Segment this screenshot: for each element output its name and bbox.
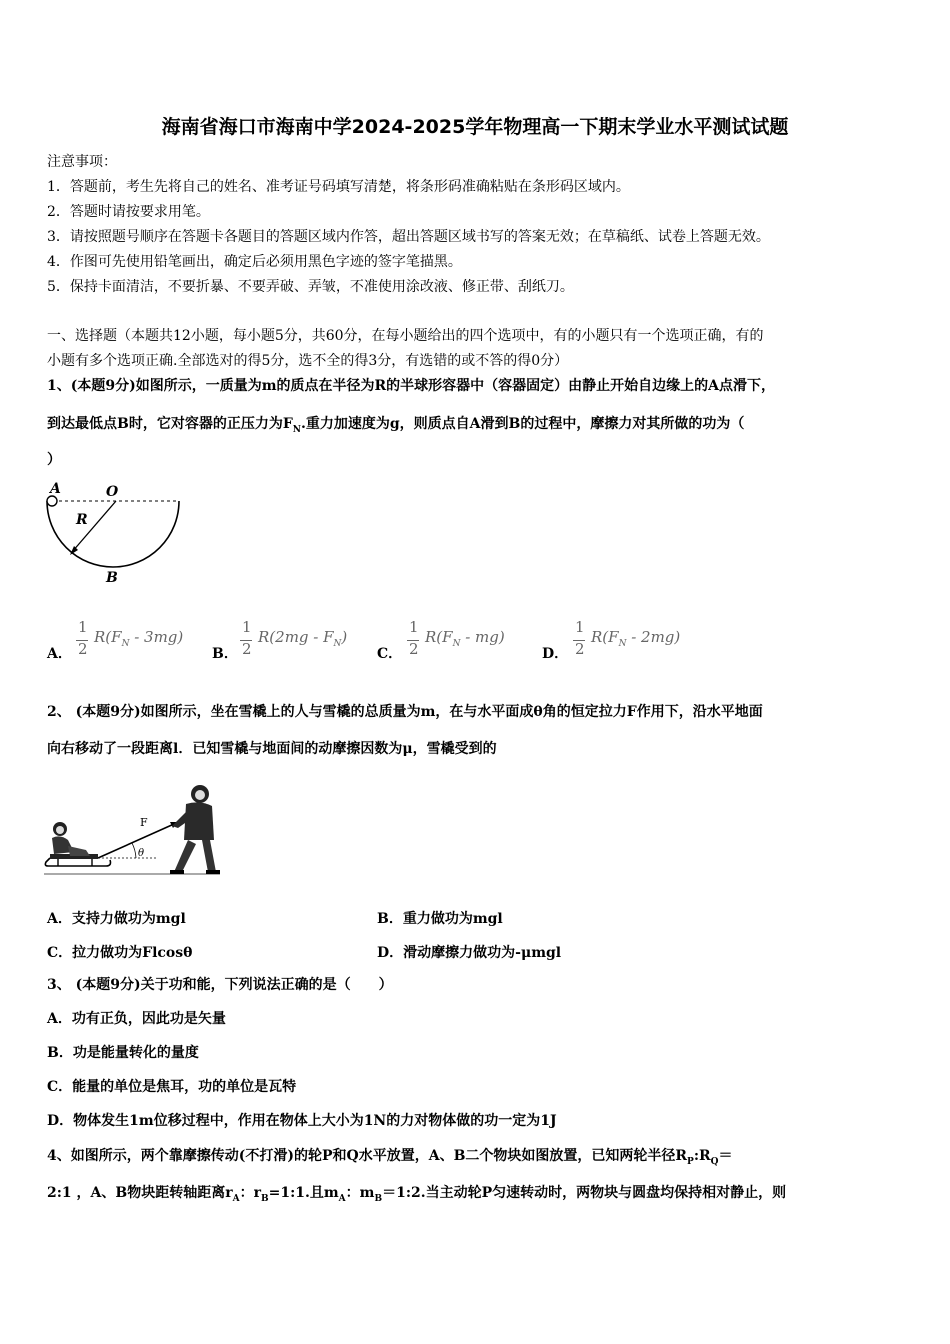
q2-option-b[interactable]: B．重力做功为mgl <box>377 911 503 927</box>
notice-item-1: 1．答题前，考生先将自己的姓名、准考证号码填写清楚，将条形码准确粘贴在条形码区域内。 <box>47 179 630 195</box>
q2-stem-line-1: 2、 (本题9分)如图所示，坐在雪橇上的人与雪橇的总质量为m，在与水平面成θ角的恒定拉力F作用下，沿水平地面 <box>47 704 763 720</box>
q2-option-a[interactable]: A．支持力做功为mgl <box>47 911 186 927</box>
q3-option-c[interactable]: C．能量的单位是焦耳，功的单位是瓦特 <box>47 1079 297 1095</box>
q1-label-a: A <box>50 481 61 497</box>
notice-item-5: 5．保持卡面清洁，不要折暴、不要弄破、弄皱，不准使用涂改液、修正带、刮纸刀。 <box>47 279 574 295</box>
q1-label-o: O <box>106 484 119 500</box>
q3-option-d[interactable]: D．物体发生1m位移过程中，作用在物体上大小为1N的力对物体做的功一定为1J <box>47 1113 557 1129</box>
q3-stem: 3、 (本题9分)关于功和能，下列说法正确的是（ ） <box>47 977 393 993</box>
section-instruction-line-1: 一、选择题（本题共12小题，每小题5分，共60分，在每小题给出的四个选项中，有的小题只有一个选项正确，有的 <box>47 328 764 344</box>
q2-stem-line-2: 向右移动了一段距离l．已知雪橇与地面间的动摩擦因数为μ，雪橇受到的 <box>47 741 497 757</box>
notice-item-3: 3．请按照题号顺序在答题卡各题目的答题区域内作答，超出答题区域书写的答案无效；在草稿纸、试卷上答题无效。 <box>47 229 770 245</box>
page-title: 海南省海口市海南中学2024-2025学年物理高一下期末学业水平测试试题 <box>161 116 789 138</box>
q1-option-b-letter[interactable]: B． <box>212 646 238 662</box>
q1-stem-line-1: 1、(本题9分)如图所示，一质量为m的质点在半径为R的半球形容器中（容器固定）由静止开始自边缘上的A点滑下， <box>47 378 776 394</box>
q1-hemisphere-figure <box>40 476 190 588</box>
q1-option-a-letter[interactable]: A． <box>47 646 72 662</box>
notice-heading: 注意事项： <box>47 154 117 170</box>
q2-option-d[interactable]: D．滑动摩擦力做功为-μmgl <box>377 945 562 961</box>
q3-option-a[interactable]: A．功有正负，因此功是矢量 <box>47 1011 226 1027</box>
q2-label-theta: θ <box>138 848 145 859</box>
q1-stem-line-2: 到达最低点B时，它对容器的正压力为$F_N$.重力加速度为g，则质点自A滑到B的过程中，摩擦力对其所做的功为（ <box>47 416 745 435</box>
q4-stem-line-1: 4、如图所示，两个靠摩擦传动(不打滑)的轮P和Q水平放置，A、B二个物块如图放置，已知两轮半径$R_P:R_Q=$ <box>47 1148 733 1167</box>
q2-option-c[interactable]: C．拉力做功为Flcosθ <box>47 945 193 961</box>
q1-label-r: R <box>76 512 88 528</box>
q1-option-d-letter[interactable]: D． <box>542 646 569 662</box>
q1-option-c-letter[interactable]: C． <box>377 646 403 662</box>
notice-item-2: 2．答题时请按要求用笔。 <box>47 204 210 220</box>
q1-stem-line-3: ） <box>47 452 61 468</box>
exam-page: 海南省海口市海南中学2024-2025学年物理高一下期末学业水平测试试题 注意事项： 1．答题前，考生先将自己的姓名、准考证号码填写清楚，将条形码准确粘贴在条形码区域内。 2．答题时请按要求用笔。 3．请按照题号顺序在答题卡各题目的答题区域内作答，超出答题区域书写的答案无效；在草稿纸、试卷上答题无效。 4．作图可先使用铅笔画出，确定后必须用黑色字迹的签字笔描黑。 5．保持卡面清洁，不要折暴、不要弄破、弄皱，不准使用涂改液、修正带、刮纸刀。 一、选择题（本题共12小题，每小题5分，共60分，在每小题给出的四个选项中，有的小题只有一个选项正确，有的 小题有多个选项正确.全部选对的得5分，选不全的得3分，有选错的或不答的得0分） 1、(本题9分)如图所示，一质量为m的质点在半径为R的半球形容器中（容器固定）由静止开始自边缘上的A点滑下， 到达最低点B时，它对容器的正压力为$F_N$.重力加速度为g，则质点自A滑到B的过程中，摩擦力对其所做的功为（ ） A O R B A． 1 2 $R(F_N - 3mg)$ B． 1 2 $R(2mg - F_N)$ C． 1 2 $R(F_N - mg)$ D． 1 2 $R(F_N - 2mg)$ 2、 (本题9分)如图所示，坐在雪橇上的人与雪橇的总质量为m，在与水平面成θ角的恒定拉力F作用下，沿水平地面 向右移动了一段距离l．已知雪橇与地面间的动摩擦因数为μ，雪橇受到的 θ F A．支持力做功为mgl B．重力做功为mgl C．拉力做功为Flcosθ D．滑动摩擦力做功为-μmgl 3、 (本题9分)关于功和能，下列说法正确的是（ ） A．功有正负，因此功是矢量 B．功是能量转化的量度 C．能量的单位是焦耳，功的单位是瓦特 D．物体发生1m位移过程中，作用在物体上大小为1N的力对物体做的功一定为1J 4、如图所示，两个靠摩擦传动(不打滑)的轮P和Q水平放置，A、B二个物块如图放置，已知两轮半径$R_P:R_Q=$ 2:1 ，A、B物块距转轴距离$r_A$：$r_B=1:1$.且$m_A$：$m_B=1:2$.当主动轮P匀速转动时，两物块与圆盘均保持相对静止，则 <box>0 0 950 1344</box>
q1-label-b: B <box>106 570 118 586</box>
q2-label-f: F <box>140 816 148 829</box>
section-instruction-line-2: 小题有多个选项正确.全部选对的得5分，选不全的得3分，有选错的或不答的得0分） <box>47 353 569 369</box>
notice-item-4: 4．作图可先使用铅笔画出，确定后必须用黑色字迹的签字笔描黑。 <box>47 254 462 270</box>
q2-sled-figure <box>44 782 220 878</box>
q3-option-b[interactable]: B．功是能量转化的量度 <box>47 1045 199 1061</box>
q4-stem-line-2: 2:1 ，A、B物块距转轴距离$r_A$：$r_B=1:1$.且$m_A$：$m_B=1:2$.当主动轮P匀速转动时，两物块与圆盘均保持相对静止，则 <box>47 1185 787 1204</box>
